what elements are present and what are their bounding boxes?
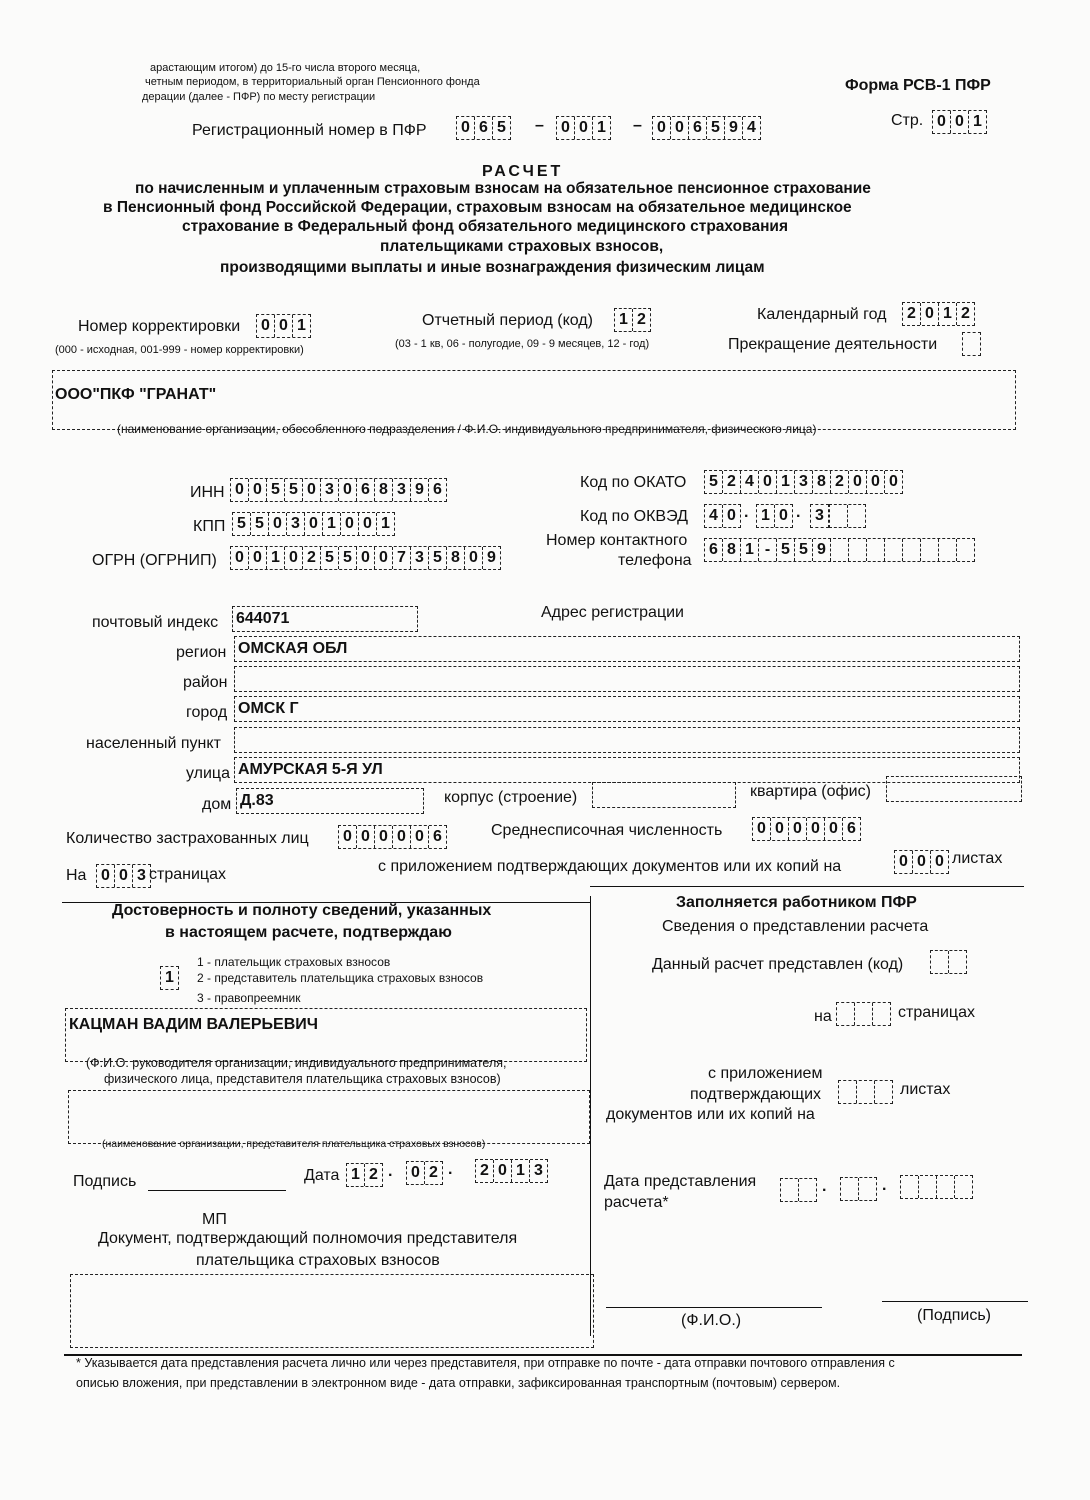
pfr-date-dot-2: . bbox=[882, 1177, 887, 1194]
digit-cell: 8 bbox=[375, 479, 393, 501]
digit-cell: 0 bbox=[357, 826, 375, 848]
ogrn-field bbox=[230, 546, 501, 570]
digit-cell: 0 bbox=[825, 818, 843, 840]
digit-cell: 5 bbox=[497, 119, 506, 136]
empty-cell[interactable] bbox=[949, 951, 966, 973]
digit-cell: 0 bbox=[867, 471, 885, 493]
year-label: Календарный год bbox=[757, 306, 887, 323]
digit-cell: 5 bbox=[795, 539, 813, 561]
pfr-date-year[interactable] bbox=[900, 1175, 973, 1199]
digit-cell: 1 bbox=[267, 547, 285, 569]
digit-cell: 0 bbox=[339, 826, 357, 848]
reg-number-part3 bbox=[652, 116, 761, 140]
signer-fio-caption-1: (Ф.И.О. руководителя организации, индивидуального предпринимателя, bbox=[86, 1056, 507, 1070]
empty-cell[interactable] bbox=[963, 333, 980, 355]
settlement-label: населенный пункт bbox=[86, 735, 221, 752]
empty-cell[interactable] bbox=[919, 1176, 937, 1198]
digit-cell: 3 bbox=[411, 547, 429, 569]
okved-dot-2: . bbox=[796, 504, 801, 521]
reg-dash-2: – bbox=[633, 117, 642, 134]
digit-cell: 0 bbox=[771, 818, 789, 840]
digit-cell: 5 bbox=[285, 479, 303, 501]
digit-cell: 0 bbox=[753, 818, 771, 840]
period-code bbox=[614, 308, 651, 332]
avg-count bbox=[752, 817, 861, 841]
authority-doc-label-1: Документ, подтверждающий полномочия представителя bbox=[98, 1230, 518, 1247]
correction-label: Номер корректировки bbox=[78, 318, 241, 335]
digit-cell: 9 bbox=[725, 117, 743, 139]
empty-cell[interactable] bbox=[901, 1176, 919, 1198]
digit-cell: 2 bbox=[429, 1164, 438, 1181]
pfr-attach-field[interactable] bbox=[838, 1080, 893, 1104]
stamp-mp: МП bbox=[202, 1211, 227, 1228]
digit-cell bbox=[903, 539, 921, 561]
digit-cell: 0 bbox=[759, 471, 777, 493]
pfr-date-dot-1: . bbox=[822, 1178, 827, 1195]
digit-cell bbox=[867, 539, 885, 561]
digit-cell: 6 bbox=[475, 117, 493, 139]
phone-label-2: телефона bbox=[618, 552, 692, 569]
digit-cell: 0 bbox=[671, 117, 689, 139]
digit-cell: 0 bbox=[257, 315, 275, 337]
okved-part1 bbox=[704, 504, 741, 528]
kpp-label: КПП bbox=[193, 518, 226, 535]
pfr-submitted-code[interactable] bbox=[930, 950, 967, 974]
empty-cell[interactable] bbox=[873, 1003, 890, 1025]
apartment-label: квартира (офис) bbox=[750, 783, 871, 800]
period-label: Отчетный период (код) bbox=[422, 312, 593, 329]
address-title: Адрес регистрации bbox=[541, 604, 684, 621]
empty-cell[interactable] bbox=[839, 1081, 857, 1103]
confirm-option-2: 2 - представитель плательщика страховых взносов bbox=[197, 971, 484, 985]
organization-caption: (наименование организации, обособленного подразделения / Ф.И.О. индивидуального предпринимателя, физического лица) bbox=[117, 422, 817, 436]
date-label: Дата bbox=[304, 1167, 340, 1184]
calendar-year bbox=[902, 302, 975, 326]
okved-dot-1: . bbox=[744, 504, 749, 521]
digit-cell: 3 bbox=[534, 1162, 543, 1179]
digit-cell: 1 bbox=[347, 1164, 365, 1186]
street-value: АМУРСКАЯ 5-Я УЛ bbox=[238, 761, 383, 778]
pfr-title: Заполняется работником ПФР bbox=[676, 894, 917, 911]
pfr-subtitle: Сведения о представлении расчета bbox=[662, 918, 929, 935]
digit-cell: 0 bbox=[457, 117, 475, 139]
termination-field[interactable] bbox=[962, 332, 981, 356]
building-label: корпус (строение) bbox=[444, 789, 578, 806]
empty-cell[interactable] bbox=[955, 1176, 972, 1198]
pfr-attach-2: подтверждающих bbox=[690, 1086, 822, 1103]
period-note: (03 - 1 кв, 06 - полугодие, 09 - 9 месяцев, 12 - год) bbox=[395, 338, 650, 350]
digit-cell: 5 bbox=[233, 513, 251, 535]
correction-note: (000 - исходная, 001-999 - номер корректировки) bbox=[55, 344, 304, 356]
attach-sheets bbox=[894, 850, 949, 874]
pfr-attach-3: документов или их копий на bbox=[606, 1106, 815, 1123]
kpp-field bbox=[232, 512, 395, 536]
authority-doc-box[interactable] bbox=[70, 1274, 594, 1348]
digit-cell: 1 bbox=[757, 505, 775, 527]
digit-cell: 0 bbox=[465, 547, 483, 569]
digit-cell: 0 bbox=[285, 547, 303, 569]
digit-cell: 0 bbox=[393, 826, 411, 848]
digit-cell: 1 bbox=[973, 113, 982, 130]
section-divider-vertical bbox=[590, 896, 591, 1336]
okved-label: Код по ОКВЭД bbox=[580, 508, 688, 525]
confirm-title-1: Достоверность и полноту сведений, указанных bbox=[112, 902, 492, 919]
digit-cell: 3 bbox=[137, 867, 146, 884]
empty-cell[interactable] bbox=[830, 505, 848, 527]
date-dot-2: . bbox=[448, 1161, 453, 1178]
title-line-5: производящими выплаты и иные вознаграждения физическим лицам bbox=[220, 259, 765, 276]
digit-cell: 4 bbox=[747, 119, 756, 136]
digit-cell: 1 bbox=[512, 1160, 530, 1182]
digit-cell: 0 bbox=[779, 507, 788, 524]
digit-cell: 0 bbox=[653, 117, 671, 139]
empty-cell[interactable] bbox=[837, 1003, 855, 1025]
digit-cell: 2 bbox=[903, 303, 921, 325]
okato-label: Код по ОКАТО bbox=[580, 474, 687, 491]
signature-line[interactable] bbox=[148, 1190, 286, 1191]
digit-cell: 0 bbox=[849, 471, 867, 493]
digit-cell: 0 bbox=[339, 479, 357, 501]
page-number bbox=[932, 110, 987, 134]
digit-cell: 0 bbox=[494, 1160, 512, 1182]
pfr-pages-on-label: на bbox=[814, 1008, 832, 1025]
digit-cell: 8 bbox=[723, 539, 741, 561]
empty-cell[interactable] bbox=[799, 1179, 816, 1201]
digit-cell: 0 bbox=[275, 315, 293, 337]
pages-count bbox=[96, 864, 151, 888]
house-field[interactable] bbox=[236, 788, 424, 814]
digit-cell: 0 bbox=[115, 865, 133, 887]
city-value: ОМСК Г bbox=[238, 700, 299, 717]
digit-cell: 5 bbox=[705, 471, 723, 493]
empty-cell[interactable] bbox=[937, 1176, 955, 1198]
digit-cell: 5 bbox=[251, 513, 269, 535]
house-value: Д.83 bbox=[240, 792, 274, 809]
digit-cell bbox=[921, 539, 939, 561]
empty-cell[interactable] bbox=[841, 1178, 859, 1200]
organization-name: ООО"ПКФ "ГРАНАТ" bbox=[55, 386, 217, 403]
footnote-line-2: описью вложения, при представлении в электронном виде - дата отправки, зафиксированная транспортным (почтовым) сервером. bbox=[76, 1376, 841, 1390]
digit-cell: 0 bbox=[249, 479, 267, 501]
pfr-fio-caption: (Ф.И.О.) bbox=[681, 1312, 742, 1329]
form-name: Форма РСВ-1 ПФР bbox=[845, 77, 991, 94]
pfr-date-day[interactable] bbox=[780, 1178, 817, 1202]
header-note-2: четным периодом, в территориальный орган Пенсионного фонда bbox=[145, 76, 480, 88]
confirm-code bbox=[160, 966, 179, 990]
digit-cell: 0 bbox=[807, 818, 825, 840]
pfr-date-month[interactable] bbox=[840, 1177, 877, 1201]
confirm-title-2: в настоящем расчете, подтверждаю bbox=[165, 924, 452, 941]
pfr-date-label-2: расчета* bbox=[604, 1194, 669, 1211]
settlement-field[interactable] bbox=[234, 727, 1020, 753]
digit-cell: 0 bbox=[357, 547, 375, 569]
postcode-label: почтовый индекс bbox=[92, 614, 219, 631]
digit-cell: 3 bbox=[321, 479, 339, 501]
digit-cell: 8 bbox=[813, 471, 831, 493]
confirm-option-1: 1 - плательщик страховых взносов bbox=[197, 955, 391, 969]
digit-cell: 0 bbox=[341, 513, 359, 535]
pfr-pages-suffix: страницах bbox=[898, 1004, 975, 1021]
digit-cell: 3 bbox=[393, 479, 411, 501]
insured-label: Количество застрахованных лиц bbox=[66, 830, 309, 847]
region-value: ОМСКАЯ ОБЛ bbox=[238, 640, 348, 657]
empty-cell[interactable] bbox=[855, 1003, 873, 1025]
empty-cell[interactable] bbox=[931, 951, 949, 973]
digit-cell: 0 bbox=[375, 547, 393, 569]
digit-cell: 9 bbox=[411, 479, 429, 501]
reg-number-part2 bbox=[556, 116, 611, 140]
pfr-sign-caption: (Подпись) bbox=[917, 1307, 991, 1324]
digit-cell: 2 bbox=[723, 471, 741, 493]
termination-label: Прекращение деятельности bbox=[728, 336, 938, 353]
attach-label: с приложением подтверждающих документов или их копий на bbox=[378, 858, 842, 875]
phone-label-1: Номер контактного bbox=[546, 532, 688, 549]
attach-suffix: листах bbox=[952, 850, 1003, 867]
digit-cell: 0 bbox=[727, 507, 736, 524]
digit-cell: 1 bbox=[777, 471, 795, 493]
title-line-4: плательщиками страховых взносов, bbox=[380, 238, 664, 255]
digit-cell: 6 bbox=[357, 479, 375, 501]
footnote-line-1: * Указывается дата представления расчета лично или через представителя, при отправке по почте - дата отправки почтового отправления с bbox=[76, 1356, 895, 1370]
title-line-1: по начисленным и уплаченным страховым взносам на обязательное пенсионное страхование bbox=[135, 180, 871, 197]
okved-part2 bbox=[756, 504, 793, 528]
phone-field bbox=[704, 538, 975, 562]
inn-label: ИНН bbox=[190, 484, 225, 501]
digit-cell: 3 bbox=[815, 507, 824, 524]
digit-cell: 6 bbox=[433, 481, 442, 498]
digit-cell bbox=[939, 539, 957, 561]
digit-cell: 1 bbox=[297, 317, 306, 334]
digit-cell: 5 bbox=[707, 117, 725, 139]
pfr-attach-suffix: листах bbox=[900, 1081, 951, 1098]
digit-cell bbox=[849, 539, 867, 561]
digit-cell bbox=[957, 539, 974, 561]
pages-on-label: На bbox=[66, 867, 87, 884]
inn-field bbox=[230, 478, 447, 502]
pfr-pages-field[interactable] bbox=[836, 1002, 891, 1026]
section-divider-right bbox=[590, 886, 1024, 887]
district-label: район bbox=[183, 674, 228, 691]
digit-cell: 3 bbox=[795, 471, 813, 493]
digit-cell: 0 bbox=[231, 547, 249, 569]
title-line-2: в Пенсионный фонд Российской Федерации, страховым взносам на обязательное медицинское bbox=[103, 199, 852, 216]
digit-cell: 5 bbox=[777, 539, 795, 561]
digit-cell: 0 bbox=[895, 851, 913, 873]
digit-cell: 2 bbox=[369, 1166, 378, 1183]
house-label: дом bbox=[202, 796, 232, 813]
digit-cell: 1 bbox=[165, 969, 174, 986]
apartment-field[interactable] bbox=[886, 776, 1022, 802]
digit-cell: 1 bbox=[381, 515, 390, 532]
pfr-submitted-label: Данный расчет представлен (код) bbox=[652, 956, 904, 973]
digit-cell: 0 bbox=[249, 547, 267, 569]
okved-part3 bbox=[810, 504, 829, 528]
digit-cell: 0 bbox=[411, 826, 429, 848]
digit-cell: 0 bbox=[789, 818, 807, 840]
region-field[interactable] bbox=[234, 636, 1020, 662]
page-label: Стр. bbox=[891, 112, 924, 129]
city-label: город bbox=[186, 704, 228, 721]
reg-dash-1: – bbox=[535, 117, 544, 134]
correction-number bbox=[256, 314, 311, 338]
pfr-fio-line[interactable] bbox=[606, 1307, 822, 1308]
digit-cell: 0 bbox=[359, 513, 377, 535]
reg-number-part1 bbox=[456, 116, 511, 140]
digit-cell: 0 bbox=[407, 1162, 425, 1184]
digit-cell: 2 bbox=[961, 305, 970, 322]
digit-cell: 0 bbox=[575, 117, 593, 139]
empty-cell[interactable] bbox=[781, 1179, 799, 1201]
street-label: улица bbox=[186, 765, 230, 782]
digit-cell: 4 bbox=[705, 505, 723, 527]
header-note-1: арастающим итогом) до 15-го числа второго месяца, bbox=[150, 62, 421, 74]
digit-cell: 6 bbox=[433, 828, 442, 845]
digit-cell: 5 bbox=[267, 479, 285, 501]
digit-cell: 6 bbox=[847, 820, 856, 837]
digit-cell: 0 bbox=[921, 303, 939, 325]
digit-cell: 2 bbox=[303, 547, 321, 569]
date-dot-1: . bbox=[388, 1163, 393, 1180]
postcode-value: 644071 bbox=[236, 610, 290, 627]
postcode-field[interactable] bbox=[232, 606, 418, 632]
digit-cell: 1 bbox=[741, 539, 759, 561]
digit-cell: 5 bbox=[339, 547, 357, 569]
digit-cell: 2 bbox=[637, 311, 646, 328]
digit-cell: 5 bbox=[429, 547, 447, 569]
pfr-attach-1: с приложением bbox=[708, 1065, 823, 1082]
date-month bbox=[406, 1161, 443, 1185]
pfr-sign-line[interactable] bbox=[882, 1301, 1028, 1302]
empty-cell[interactable] bbox=[875, 1081, 892, 1103]
avg-label: Среднесписочная численность bbox=[491, 822, 723, 839]
representative-org-box[interactable] bbox=[68, 1090, 590, 1144]
date-day bbox=[346, 1163, 383, 1187]
signer-fio: КАЦМАН ВАДИМ ВАЛЕРЬЕВИЧ bbox=[69, 1016, 319, 1033]
representative-org-caption: (наименование организации, представителя плательщика страховых взносов) bbox=[102, 1138, 486, 1150]
authority-doc-label-2: плательщика страховых взносов bbox=[196, 1252, 440, 1269]
pages-suffix: страницах bbox=[149, 866, 226, 883]
digit-cell: 0 bbox=[269, 513, 287, 535]
digit-cell: 0 bbox=[231, 479, 249, 501]
digit-cell: 4 bbox=[741, 471, 759, 493]
digit-cell: 0 bbox=[303, 479, 321, 501]
digit-cell: 1 bbox=[939, 303, 957, 325]
digit-cell bbox=[831, 539, 849, 561]
digit-cell: 5 bbox=[321, 547, 339, 569]
digit-cell: 1 bbox=[615, 309, 633, 331]
okved-part3-extra bbox=[829, 504, 866, 528]
title-line-3: страхование в Федеральный фонд обязательного медицинского страхования bbox=[182, 218, 789, 235]
digit-cell: 9 bbox=[487, 549, 496, 566]
digit-cell: 8 bbox=[447, 547, 465, 569]
digit-cell: 0 bbox=[889, 473, 898, 490]
digit-cell: 6 bbox=[705, 539, 723, 561]
okato-field bbox=[704, 470, 903, 494]
insured-count bbox=[338, 825, 447, 849]
digit-cell: 7 bbox=[393, 547, 411, 569]
digit-cell: 0 bbox=[913, 851, 931, 873]
building-field[interactable] bbox=[592, 782, 736, 808]
digit-cell: 3 bbox=[287, 513, 305, 535]
title-heading: РАСЧЕТ bbox=[482, 163, 564, 180]
digit-cell: - bbox=[759, 539, 777, 561]
city-field[interactable] bbox=[234, 696, 1020, 722]
signer-fio-caption-2: физического лица, представителя плательщика страховых взносов) bbox=[104, 1072, 501, 1086]
digit-cell: 0 bbox=[375, 826, 393, 848]
digit-cell: 0 bbox=[305, 513, 323, 535]
digit-cell: 9 bbox=[813, 539, 831, 561]
digit-cell: 1 bbox=[597, 119, 606, 136]
digit-cell: 0 bbox=[951, 111, 969, 133]
digit-cell: 0 bbox=[933, 111, 951, 133]
digit-cell: 6 bbox=[689, 117, 707, 139]
empty-cell[interactable] bbox=[859, 1178, 876, 1200]
date-year bbox=[475, 1159, 548, 1183]
digit-cell: 0 bbox=[935, 853, 944, 870]
header-note-3: дерации (далее - ПФР) по месту регистрации bbox=[142, 91, 376, 103]
pfr-date-label-1: Дата представления bbox=[604, 1173, 757, 1190]
digit-cell: 2 bbox=[831, 471, 849, 493]
reg-number-label: Регистрационный номер в ПФР bbox=[192, 122, 427, 139]
signature-label: Подпись bbox=[73, 1173, 137, 1190]
empty-cell[interactable] bbox=[857, 1081, 875, 1103]
digit-cell bbox=[885, 539, 903, 561]
region-label: регион bbox=[176, 644, 227, 661]
digit-cell: 0 bbox=[97, 865, 115, 887]
digit-cell: 0 bbox=[557, 117, 575, 139]
digit-cell: 2 bbox=[476, 1160, 494, 1182]
empty-cell[interactable] bbox=[848, 505, 865, 527]
digit-cell: 1 bbox=[323, 513, 341, 535]
ogrn-label: ОГРН (ОГРНИП) bbox=[92, 552, 217, 569]
confirm-option-3: 3 - правопреемник bbox=[197, 991, 301, 1005]
district-field[interactable] bbox=[234, 666, 1020, 692]
